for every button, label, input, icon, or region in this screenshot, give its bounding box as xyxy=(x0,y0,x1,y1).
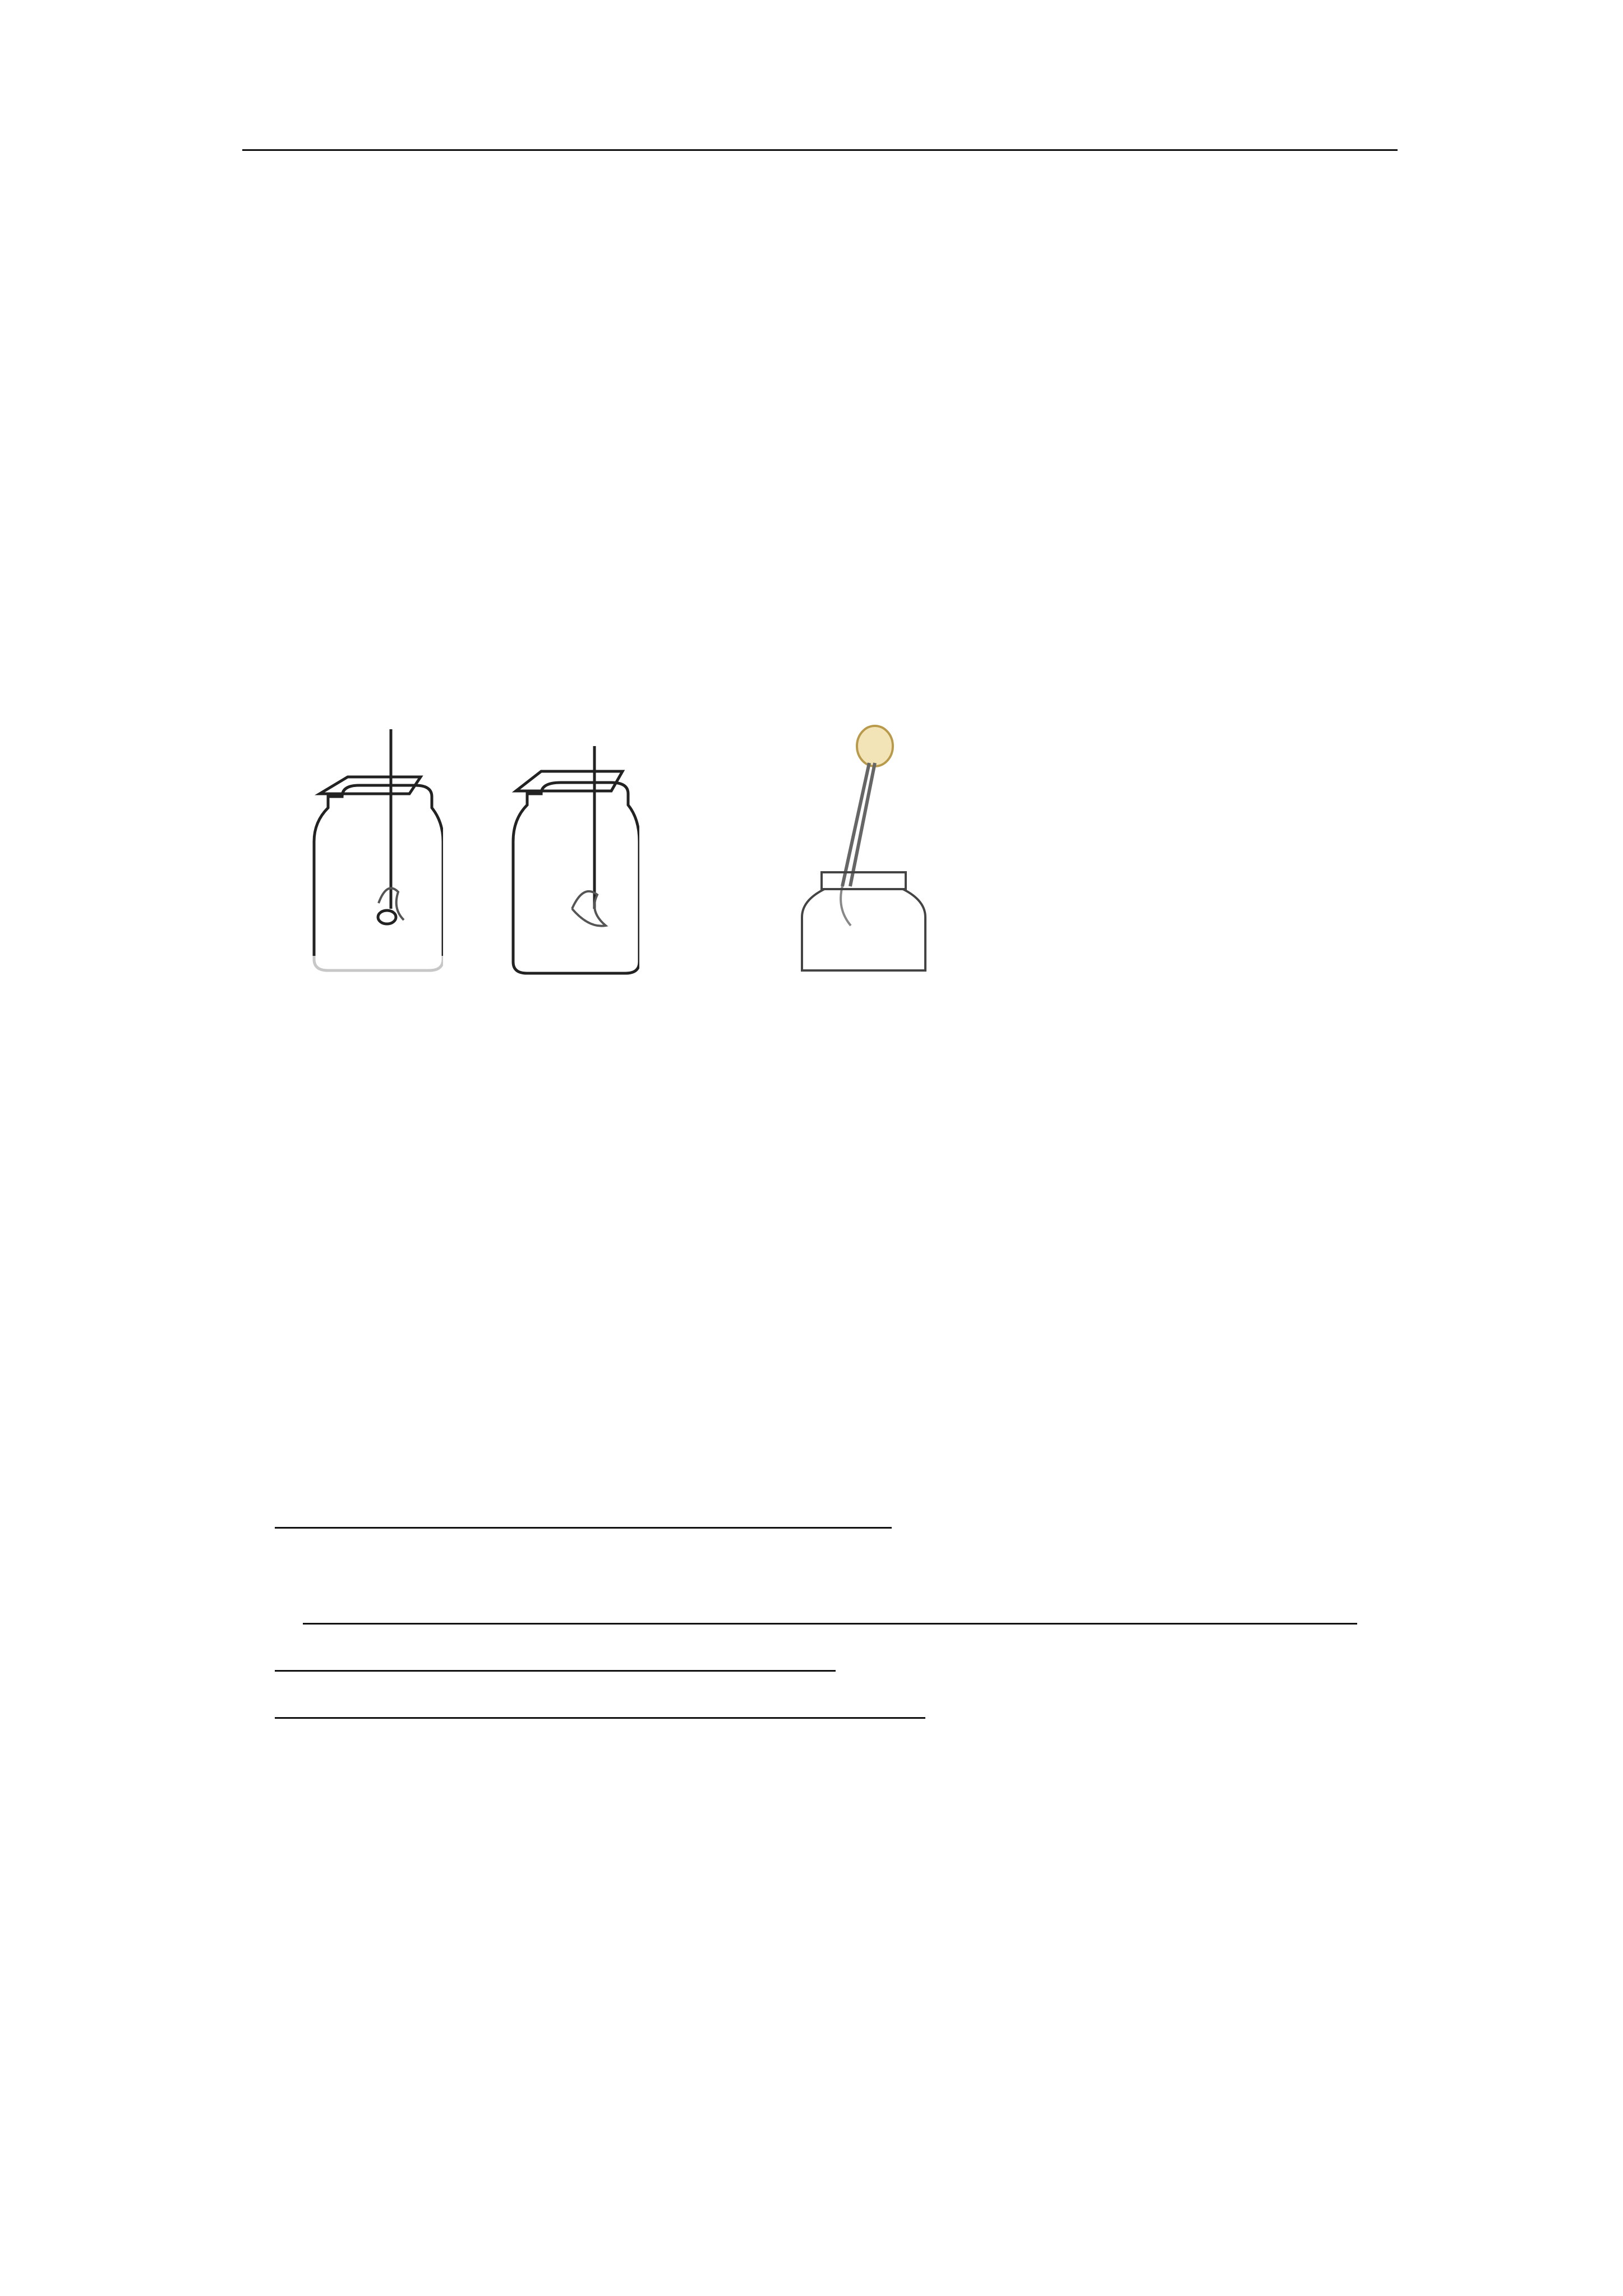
q9-part2-answer xyxy=(303,1591,1357,1625)
q9-part3-answer-line[interactable] xyxy=(275,1644,836,1672)
figure-phosphorus-in-oxygen xyxy=(510,740,639,976)
iron-caption xyxy=(780,978,931,999)
figure-iron-in-oxygen xyxy=(780,724,931,976)
phosphorus-caption xyxy=(510,984,639,1011)
q9-part3 xyxy=(275,1638,836,1672)
iron-jar-drawing xyxy=(780,724,931,976)
sulfur-caption xyxy=(303,956,443,976)
figure-sulfur-in-oxygen xyxy=(303,724,443,976)
q6-stem-line2 xyxy=(287,1021,411,1064)
q9-part4-answer-line[interactable] xyxy=(275,1691,925,1719)
q9-part2-answer-line[interactable] xyxy=(303,1597,1357,1625)
q9-part4 xyxy=(275,1685,925,1719)
q9-part1 xyxy=(275,1495,892,1529)
header-rule xyxy=(242,149,1398,151)
q9-part1-answer-line[interactable] xyxy=(275,1501,892,1529)
phosphorus-jar-drawing xyxy=(510,740,639,976)
combustion-figures xyxy=(303,724,953,976)
sulfur-jar-drawing xyxy=(303,724,443,976)
q8-stem-line2 xyxy=(242,1349,310,1382)
